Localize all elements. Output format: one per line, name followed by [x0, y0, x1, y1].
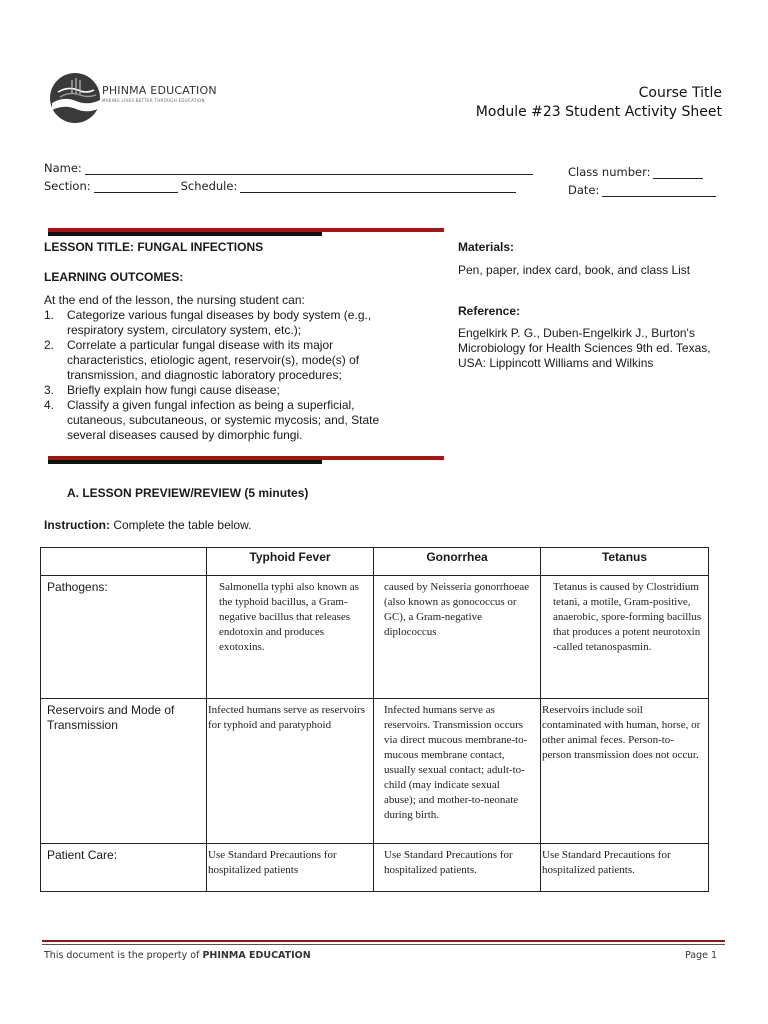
table-cell: Infected humans serve as reservoirs. Transmission occurs via direct mucous membrane-to-mucous membrane contact, usually sexual contact; adult-to-child (may indicate sexual abuse); and mother-to-neonate during birth.: [374, 699, 541, 844]
class-number-row: [568, 161, 719, 179]
table-cell: Tetanus is caused by Clostridium tetani, a motile, Gram-positive, anaerobic, spore-forming bacillus that produces a potent neurotoxin -called tetanospasmin.: [541, 576, 709, 699]
instruction-label: Instruction:: [44, 518, 110, 532]
footer-prefix: This document is the property of: [44, 950, 203, 961]
date-field[interactable]: [602, 185, 716, 197]
materials-column: [458, 240, 728, 371]
course-title-block: [476, 84, 722, 122]
list-item: 3. Briefly explain how fungi cause disease;: [44, 383, 280, 397]
section-label: Section:: [44, 179, 91, 193]
table-cell: Reservoirs include soil contaminated with human, horse, or other animal feces. Person-to-person transmission does not occur.: [541, 699, 709, 844]
name-field[interactable]: [85, 163, 533, 175]
name-row: [44, 157, 536, 175]
lesson-column: [44, 240, 384, 443]
reference-heading: Reference:: [458, 304, 521, 318]
materials-heading: Materials:: [458, 240, 515, 254]
class-fields: [568, 161, 719, 197]
table-cell: Salmonella typhi also known as the typhoid bacillus, a Gram-negative bacillus that releases endotoxin and produces exotoxins.: [207, 576, 374, 699]
row-label: Pathogens:: [41, 576, 207, 699]
disease-table: [40, 547, 709, 892]
footer-company: PHINMA EDUCATION: [202, 950, 311, 961]
class-number-field[interactable]: [653, 167, 703, 179]
footer-rule: [42, 940, 725, 942]
instruction-text: Complete the table below.: [110, 518, 252, 532]
logo-tagline: MAKING LIVES BETTER THROUGH EDUCATION: [102, 98, 205, 103]
footer-rule-thin: [42, 944, 725, 945]
course-title: Course Title: [638, 85, 722, 101]
date-label: Date:: [568, 183, 600, 197]
page-number: Page 1: [684, 950, 717, 961]
outcomes-list: [44, 308, 384, 443]
row-label: Reservoirs and Mode of Transmission: [41, 699, 207, 844]
phinma-logo-icon: [48, 70, 100, 126]
table-cell: Use Standard Precautions for hospitalized patients: [207, 844, 374, 892]
reference-text: Engelkirk P. G., Duben-Engelkirk J., Burton's Microbiology for Health Sciences 9th ed. Texas, USA: Lippincott Williams and Wilkins: [458, 326, 711, 370]
section-a-heading: A. LESSON PREVIEW/REVIEW (5 minutes): [67, 486, 309, 500]
table-header-cell: Gonorrhea: [374, 548, 541, 576]
logo-name: PHINMA EDUCATION: [102, 84, 217, 97]
name-label: Name:: [44, 161, 82, 175]
schedule-label: Schedule:: [180, 179, 238, 193]
table-row: [41, 699, 709, 844]
table-row: [41, 844, 709, 892]
table-cell: Infected humans serve as reservoirs for typhoid and paratyphoid: [207, 699, 374, 844]
table-header-cell: Typhoid Fever: [207, 548, 374, 576]
date-row: [568, 179, 719, 197]
module-title: Module #23 Student Activity Sheet: [475, 104, 722, 120]
outcomes-heading: LEARNING OUTCOMES:: [44, 270, 184, 284]
table-row: [41, 576, 709, 699]
schedule-field[interactable]: [240, 181, 516, 193]
student-fields: [44, 157, 536, 193]
footer-ownership: [44, 950, 311, 961]
table-header-row: [41, 548, 709, 576]
list-item: 1. Categorize various fungal diseases by body system (e.g., respiratory system, circulatory system, etc.);: [44, 308, 372, 337]
lesson-title: LESSON TITLE: FUNGAL INFECTIONS: [44, 240, 264, 254]
phinma-logo: [48, 70, 218, 126]
table-header-cell: Tetanus: [541, 548, 709, 576]
list-item: 4. Classify a given fungal infection as being a superficial, cutaneous, subcutaneous, or systemic mycosis; and, State several diseases caused by dimorphic fungi.: [44, 398, 380, 442]
section-field[interactable]: [94, 181, 178, 193]
table-cell: caused by Neisseria gonorrhoeae (also known as gonococcus or GC), a Gram-negative diplococcus: [374, 576, 541, 699]
list-item: 2. Correlate a particular fungal disease with its major characteristics, etiologic agent, reservoir(s), mode(s) of transmission, and diagnostic laboratory procedures;: [44, 338, 360, 382]
row-label: Patient Care:: [41, 844, 207, 892]
instruction: [44, 518, 251, 532]
section-row: [44, 175, 536, 193]
class-number-label: Class number:: [568, 165, 651, 179]
table-header-cell: [41, 548, 207, 576]
table-cell: Use Standard Precautions for hospitalized patients.: [374, 844, 541, 892]
materials-text: Pen, paper, index card, book, and class List: [458, 263, 691, 277]
table-cell: Use Standard Precautions for hospitalized patients.: [541, 844, 709, 892]
outcomes-intro: At the end of the lesson, the nursing student can:: [44, 293, 305, 307]
